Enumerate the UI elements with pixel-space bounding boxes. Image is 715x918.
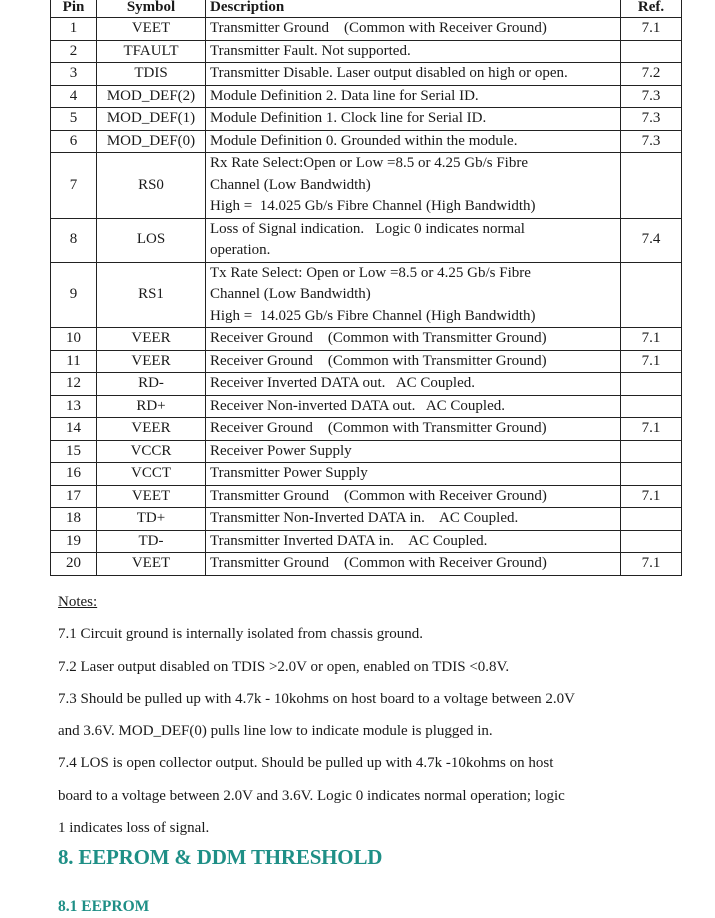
pin-description — [206, 508, 621, 531]
pin-number: 10 — [51, 328, 97, 351]
pin-symbol: MOD_DEF(1) — [97, 108, 206, 131]
pin-ref: 7.3 — [621, 108, 682, 131]
description-line: Transmitter Ground (Common with Receiver Ground) — [210, 20, 547, 36]
pin-description — [206, 108, 621, 131]
pin-description — [206, 328, 621, 351]
description-line: Loss of Signal indication. Logic 0 indicates normal — [210, 220, 525, 237]
pin-number: 19 — [51, 530, 97, 553]
pin-symbol: VEET — [97, 553, 206, 576]
note-line: 7.4 LOS is open collector output. Should be pulled up with 4.7k -10kohms on host — [58, 755, 554, 772]
description-line: Tx Rate Select: Open or Low =8.5 or 4.25 Gb/s Fibre — [210, 264, 531, 281]
table-row — [51, 153, 682, 219]
table-row — [51, 328, 682, 351]
pin-ref — [621, 508, 682, 531]
pin-ref: 7.1 — [621, 328, 682, 351]
pin-number: 12 — [51, 373, 97, 396]
pin-number: 17 — [51, 485, 97, 508]
pin-symbol: MOD_DEF(0) — [97, 130, 206, 153]
pin-ref: 7.1 — [621, 553, 682, 576]
pin-description — [206, 130, 621, 153]
table-row — [51, 463, 682, 486]
pin-symbol: RS1 — [97, 262, 206, 328]
pin-description — [206, 350, 621, 373]
pin-symbol: TD+ — [97, 508, 206, 531]
pin-ref — [621, 40, 682, 63]
pin-number: 4 — [51, 85, 97, 108]
pin-description — [206, 63, 621, 86]
header-symbol: Symbol — [97, 0, 206, 18]
pin-ref — [621, 530, 682, 553]
pin-ref — [621, 262, 682, 328]
pin-ref — [621, 153, 682, 219]
note-line: and 3.6V. MOD_DEF(0) pulls line low to indicate module is plugged in. — [58, 723, 493, 740]
description-line: Module Definition 1. Clock line for Serial ID. — [210, 110, 487, 126]
table-row — [51, 85, 682, 108]
table-row — [51, 553, 682, 576]
pin-ref: 7.4 — [621, 218, 682, 262]
pin-number: 8 — [51, 218, 97, 262]
description-line: Transmitter Inverted DATA in. AC Coupled. — [210, 532, 488, 549]
pin-symbol: LOS — [97, 218, 206, 262]
pin-ref — [621, 395, 682, 418]
pin-symbol: RD- — [97, 373, 206, 396]
pin-description — [206, 418, 621, 441]
pin-description — [206, 85, 621, 108]
pin-ref: 7.1 — [621, 350, 682, 373]
pin-number: 13 — [51, 395, 97, 418]
description-line: Receiver Ground (Common with Transmitter Ground) — [210, 352, 547, 369]
pin-definition-table — [50, 0, 682, 576]
description-line: Module Definition 0. Grounded within the module. — [210, 132, 518, 149]
pin-number: 11 — [51, 350, 97, 373]
description-line: Transmitter Power Supply — [210, 465, 368, 481]
note-line: 7.3 Should be pulled up with 4.7k - 10kohms on host board to a voltage between 2.0V — [58, 690, 576, 707]
pin-ref: 7.1 — [621, 18, 682, 41]
description-line: Module Definition 2. Data line for Serial ID. — [210, 87, 479, 104]
description-line: Transmitter Fault. Not supported. — [210, 42, 411, 59]
pin-ref: 7.2 — [621, 63, 682, 86]
description-line: Transmitter Ground (Common with Receiver Ground) — [210, 555, 547, 571]
description-line: Transmitter Disable. Laser output disabled on high or open. — [210, 65, 568, 81]
pin-ref: 7.3 — [621, 130, 682, 153]
description-line: Rx Rate Select:Open or Low =8.5 or 4.25 Gb/s Fibre — [210, 155, 528, 171]
pin-symbol: VEER — [97, 328, 206, 351]
table-row — [51, 63, 682, 86]
pin-ref — [621, 373, 682, 396]
pin-description — [206, 218, 621, 262]
pin-number: 16 — [51, 463, 97, 486]
header-description: Description — [206, 0, 621, 18]
pin-description — [206, 18, 621, 41]
header-pin: Pin — [51, 0, 97, 18]
pin-symbol: VEET — [97, 18, 206, 41]
pin-ref: 7.1 — [621, 485, 682, 508]
pin-description — [206, 485, 621, 508]
description-line: Receiver Ground (Common with Transmitter Ground) — [210, 330, 547, 346]
description-line: Transmitter Non-Inverted DATA in. AC Coupled. — [210, 510, 519, 526]
description-line: Channel (Low Bandwidth) — [210, 286, 371, 302]
pin-ref — [621, 463, 682, 486]
pin-description — [206, 440, 621, 463]
pin-symbol: VEER — [97, 418, 206, 441]
pin-symbol: VEET — [97, 485, 206, 508]
pin-ref — [621, 440, 682, 463]
pin-symbol: RD+ — [97, 395, 206, 418]
pin-description — [206, 530, 621, 553]
note-line: 7.1 Circuit ground is internally isolated from chassis ground. — [58, 626, 423, 643]
description-line: Receiver Inverted DATA out. AC Coupled. — [210, 375, 475, 391]
table-body — [51, 18, 682, 576]
table-header-row — [51, 0, 682, 18]
table-row — [51, 530, 682, 553]
table-row — [51, 440, 682, 463]
pin-description — [206, 153, 621, 219]
pin-number: 2 — [51, 40, 97, 63]
pin-number: 6 — [51, 130, 97, 153]
pin-symbol: RS0 — [97, 153, 206, 219]
pin-number: 9 — [51, 262, 97, 328]
note-line: 7.2 Laser output disabled on TDIS >2.0V or open, enabled on TDIS <0.8V. — [58, 658, 510, 675]
pin-number: 3 — [51, 63, 97, 86]
pin-symbol: TD- — [97, 530, 206, 553]
table-row — [51, 18, 682, 41]
description-line: Channel (Low Bandwidth) — [210, 176, 371, 193]
pin-number: 5 — [51, 108, 97, 131]
pin-description — [206, 373, 621, 396]
pin-description — [206, 262, 621, 328]
pin-symbol: VCCR — [97, 440, 206, 463]
notes-heading: Notes: — [58, 594, 98, 610]
pin-symbol: VEER — [97, 350, 206, 373]
pin-description — [206, 463, 621, 486]
pin-number: 14 — [51, 418, 97, 441]
description-line: High = 14.025 Gb/s Fibre Channel (High Bandwidth) — [210, 198, 536, 214]
pin-description — [206, 553, 621, 576]
table-row — [51, 40, 682, 63]
pin-symbol: VCCT — [97, 463, 206, 486]
note-line: 1 indicates loss of signal. — [58, 820, 210, 837]
pin-number: 15 — [51, 440, 97, 463]
notes-section — [58, 586, 658, 844]
pin-symbol: MOD_DEF(2) — [97, 85, 206, 108]
table-row — [51, 395, 682, 418]
pin-symbol: TDIS — [97, 63, 206, 86]
subsection-title: 8.1 EEPROM — [58, 898, 150, 915]
pin-symbol: TFAULT — [97, 40, 206, 63]
pin-ref: 7.1 — [621, 418, 682, 441]
pin-ref: 7.3 — [621, 85, 682, 108]
table-row — [51, 108, 682, 131]
pin-number: 1 — [51, 18, 97, 41]
description-line: Receiver Non-inverted DATA out. AC Coupled. — [210, 397, 505, 414]
header-ref: Ref. — [621, 0, 682, 18]
pin-number: 20 — [51, 553, 97, 576]
table-row — [51, 130, 682, 153]
description-line: Receiver Ground (Common with Transmitter Ground) — [210, 420, 547, 436]
section-title: 8. EEPROM & DDM THRESHOLD — [58, 845, 383, 869]
pin-description — [206, 395, 621, 418]
pin-description — [206, 40, 621, 63]
table-row — [51, 350, 682, 373]
pin-number: 18 — [51, 508, 97, 531]
table-row — [51, 262, 682, 328]
table-row — [51, 418, 682, 441]
table-row — [51, 485, 682, 508]
table-row — [51, 508, 682, 531]
table-row — [51, 373, 682, 396]
description-line: High = 14.025 Gb/s Fibre Channel (High Bandwidth) — [210, 307, 536, 324]
note-line: board to a voltage between 2.0V and 3.6V. Logic 0 indicates normal operation; logic — [58, 787, 565, 804]
table-row — [51, 218, 682, 262]
description-line: Transmitter Ground (Common with Receiver Ground) — [210, 487, 547, 504]
pin-number: 7 — [51, 153, 97, 219]
description-line: operation. — [210, 242, 271, 258]
description-line: Receiver Power Supply — [210, 442, 352, 459]
